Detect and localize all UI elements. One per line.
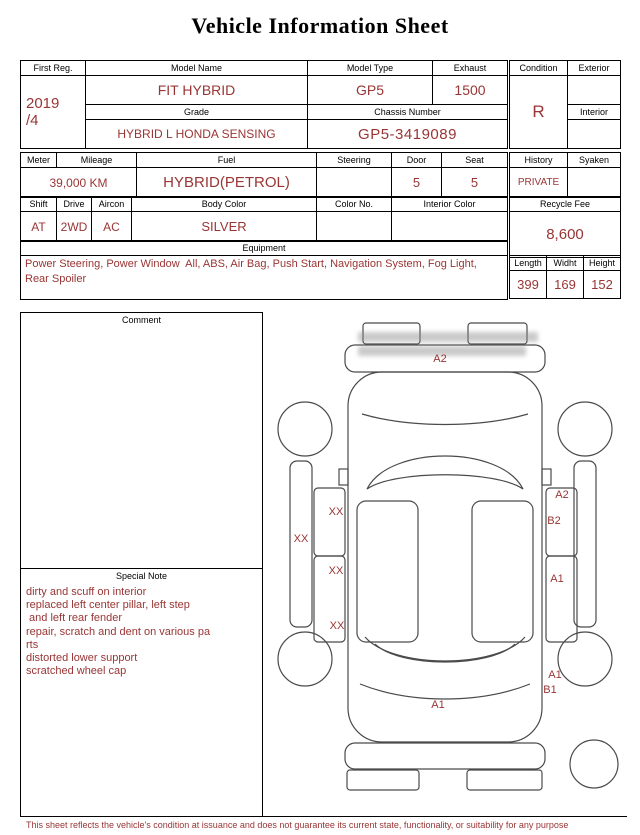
hood-line xyxy=(360,684,530,699)
special-note-line: and left rear fender xyxy=(26,612,123,625)
front-left-panel xyxy=(347,770,419,790)
model-name-value: FIT HYBRID xyxy=(86,76,308,105)
spare-tire xyxy=(570,740,618,788)
height-label: Height xyxy=(584,256,621,271)
damage-mark-XX: XX xyxy=(328,565,344,577)
length-value: 399 xyxy=(510,271,547,299)
first-reg-year: 2019 xyxy=(26,94,60,112)
special-note-line: repair, scratch and dent on various pa xyxy=(26,625,211,638)
car-outline xyxy=(278,323,618,790)
front-bumper xyxy=(345,743,545,769)
body-color-value: SILVER xyxy=(132,212,317,242)
wheel-front-left xyxy=(278,632,332,686)
damage-mark-XX: XX xyxy=(329,620,345,632)
special-note-line: distorted lower support xyxy=(26,651,138,664)
recycle-fee-value: 8,600 xyxy=(510,212,621,258)
fuel-value: HYBRID(PETROL) xyxy=(137,168,317,198)
shift-value: AT xyxy=(21,212,57,242)
interior-label: Interior xyxy=(568,105,621,120)
car-body xyxy=(348,372,542,742)
equipment-value: Power Steering, Power Window All, ABS, Air Bag, Push Start, Navigation System, Fog Light, Rear Spoiler xyxy=(21,256,508,300)
interior-color-value xyxy=(392,212,508,242)
fuel-label: Fuel xyxy=(137,153,317,168)
chassis-value: GP5-3419089 xyxy=(308,120,508,149)
damage-mark-B1: B1 xyxy=(543,684,557,696)
trunk-line xyxy=(362,414,528,425)
history-value: PRIVATE xyxy=(510,168,568,198)
spec-table-b xyxy=(20,196,508,242)
damage-mark-XX: XX xyxy=(328,506,344,518)
model-name-label: Model Name xyxy=(86,61,308,76)
wheel-rear-right xyxy=(558,402,612,456)
mileage-label: Mileage xyxy=(57,153,137,168)
history-table xyxy=(509,152,621,198)
front-glass-outer xyxy=(365,637,525,661)
model-type-label: Model Type xyxy=(308,61,433,76)
steering-value xyxy=(317,168,392,198)
drive-value: 2WD xyxy=(57,212,92,242)
syaken-value xyxy=(568,168,621,198)
shift-label: Shift xyxy=(21,197,57,212)
damage-mark-A1: A1 xyxy=(548,669,562,681)
chassis-label: Chassis Number xyxy=(308,105,508,120)
special-note-line: scratched wheel cap xyxy=(26,665,127,678)
exhaust-value: 1500 xyxy=(433,76,508,105)
equipment-label: Equipment xyxy=(21,241,508,256)
condition-value: R xyxy=(510,76,568,149)
damage-mark-A2: A2 xyxy=(433,353,447,365)
equipment-table xyxy=(20,240,508,300)
body-color-label: Body Color xyxy=(132,197,317,212)
special-note-label: Special Note xyxy=(115,571,168,581)
damage-mark-A1: A1 xyxy=(431,699,445,711)
aircon-label: Aircon xyxy=(92,197,132,212)
interior-right-panel xyxy=(472,501,533,642)
damage-mark-A2: A2 xyxy=(555,489,569,501)
special-note-line: rts xyxy=(26,638,39,651)
comment-label: Comment xyxy=(121,315,161,325)
recycle-fee-table xyxy=(509,196,621,258)
door-value: 5 xyxy=(392,168,442,198)
meter-label: Meter xyxy=(21,153,57,168)
spec-table-a xyxy=(20,152,508,198)
damage-mark-A1: A1 xyxy=(550,573,564,585)
wheel-front-right xyxy=(558,632,612,686)
steering-label: Steering xyxy=(317,153,392,168)
left-rear-door xyxy=(314,488,345,556)
front-right-panel xyxy=(467,770,542,790)
history-label: History xyxy=(510,153,568,168)
height-value: 152 xyxy=(584,271,621,299)
length-label: Length xyxy=(510,256,547,271)
interior-color-label: Interior Color xyxy=(392,197,508,212)
first-reg-label: First Reg. xyxy=(21,61,86,76)
model-type-value: GP5 xyxy=(308,76,433,105)
wheel-rear-left xyxy=(278,402,332,456)
exterior-label: Exterior xyxy=(568,61,621,76)
syaken-label: Syaken xyxy=(568,153,621,168)
disclaimer-text: This sheet reflects the vehicle's condition at issuance and does not guarantee its current state, functionality, or suitability for any purpose xyxy=(20,816,627,830)
dimensions-table xyxy=(509,255,621,299)
condition-table xyxy=(509,60,621,149)
exterior-value xyxy=(568,76,621,105)
grade-value: HYBRID L HONDA SENSING xyxy=(86,120,308,149)
aircon-value: AC xyxy=(92,212,132,242)
recycle-fee-label: Recycle Fee xyxy=(510,197,621,212)
seat-value: 5 xyxy=(442,168,508,198)
rear-glass xyxy=(367,456,523,489)
door-label: Door xyxy=(392,153,442,168)
first-reg-month: /4 xyxy=(26,112,39,129)
special-note-line: replaced left center pillar, left step xyxy=(26,599,190,612)
seat-label: Seat xyxy=(442,153,508,168)
front-glass-inner xyxy=(375,644,515,662)
damage-labels xyxy=(294,353,569,711)
drive-label: Drive xyxy=(57,197,92,212)
first-reg-value xyxy=(21,76,86,149)
special-note-line: dirty and scuff on interior xyxy=(26,586,147,598)
grade-label: Grade xyxy=(86,105,308,120)
interior-left-panel xyxy=(357,501,418,642)
damage-mark-B2: B2 xyxy=(547,515,561,527)
damage-mark-XX: XX xyxy=(293,533,309,545)
interior-value xyxy=(568,120,621,149)
left-mirror xyxy=(339,469,348,485)
vehicle-id-table xyxy=(20,60,508,149)
exhaust-label: Exhaust xyxy=(433,61,508,76)
width-value: 169 xyxy=(547,271,584,299)
condition-label: Condition xyxy=(510,61,568,76)
car-damage-diagram xyxy=(270,312,630,815)
comment-panel xyxy=(20,312,263,817)
page-title: Vehicle Information Sheet xyxy=(191,13,449,38)
color-no-value xyxy=(317,212,392,242)
right-front-door xyxy=(546,556,577,642)
right-mirror xyxy=(542,469,551,485)
special-note-section xyxy=(21,568,262,683)
color-no-label: Color No. xyxy=(317,197,392,212)
special-notes xyxy=(21,581,262,683)
mileage-value: 39,000 KM xyxy=(21,168,137,198)
width-label: Widht xyxy=(547,256,584,271)
